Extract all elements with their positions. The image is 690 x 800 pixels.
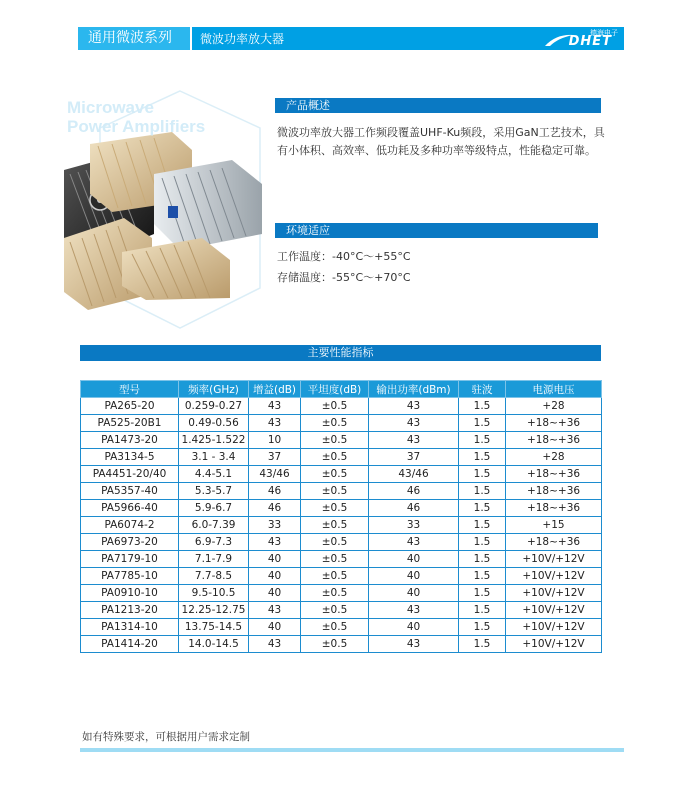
- table-row: [81, 517, 602, 534]
- table-cell: PA5357-40: [81, 483, 179, 500]
- table-cell: +18~+36: [506, 415, 602, 432]
- table-cell: 43: [369, 432, 459, 449]
- table-cell: +18~+36: [506, 466, 602, 483]
- table-cell: ±0.5: [301, 432, 369, 449]
- table-cell: ±0.5: [301, 602, 369, 619]
- table-cell: ±0.5: [301, 483, 369, 500]
- table-cell: 46: [369, 500, 459, 517]
- table-cell: PA0910-10: [81, 585, 179, 602]
- table-cell: ±0.5: [301, 398, 369, 415]
- table-row: [81, 449, 602, 466]
- table-header-row: [81, 381, 602, 398]
- table-cell: 14.0-14.5: [179, 636, 249, 653]
- table-cell: 7.7-8.5: [179, 568, 249, 585]
- table-cell: 43: [249, 534, 301, 551]
- table-cell: 1.5: [459, 449, 506, 466]
- table-cell: +10V/+12V: [506, 602, 602, 619]
- hero-title-line2: Power Amplifiers: [67, 117, 206, 136]
- table-cell: ±0.5: [301, 568, 369, 585]
- hero-title-line1: Microwave: [67, 98, 154, 117]
- table-cell: +10V/+12V: [506, 568, 602, 585]
- table-row: [81, 619, 602, 636]
- table-cell: 46: [369, 483, 459, 500]
- hero-title: [67, 98, 205, 136]
- table-cell: 6.9-7.3: [179, 534, 249, 551]
- table-cell: ±0.5: [301, 636, 369, 653]
- table-cell: 5.9-6.7: [179, 500, 249, 517]
- table-cell: 43: [249, 415, 301, 432]
- table-row: [81, 398, 602, 415]
- table-cell: 37: [369, 449, 459, 466]
- table-cell: 1.425-1.522: [179, 432, 249, 449]
- table-cell: 43: [369, 602, 459, 619]
- footer-note: 如有特殊要求，可根据用户需求定制: [82, 731, 250, 743]
- table-cell: PA1314-10: [81, 619, 179, 636]
- company-logo: [542, 29, 618, 49]
- table-cell: PA5966-40: [81, 500, 179, 517]
- spec-table-title: 主要性能指标: [80, 345, 601, 361]
- table-cell: +10V/+12V: [506, 551, 602, 568]
- table-cell: 1.5: [459, 432, 506, 449]
- table-row: [81, 466, 602, 483]
- table-row: [81, 432, 602, 449]
- table-cell: 43/46: [249, 466, 301, 483]
- table-cell: 43: [249, 602, 301, 619]
- table-cell: 0.49-0.56: [179, 415, 249, 432]
- table-cell: PA265-20: [81, 398, 179, 415]
- table-row: [81, 636, 602, 653]
- table-cell: 7.1-7.9: [179, 551, 249, 568]
- table-cell: 0.259-0.27: [179, 398, 249, 415]
- table-cell: 10: [249, 432, 301, 449]
- table-cell: 40: [369, 551, 459, 568]
- table-cell: 40: [249, 619, 301, 636]
- table-row: [81, 483, 602, 500]
- table-cell: PA4451-20/40: [81, 466, 179, 483]
- column-header: 型号: [81, 381, 179, 398]
- table-cell: 43: [369, 415, 459, 432]
- table-cell: PA1473-20: [81, 432, 179, 449]
- table-row: [81, 551, 602, 568]
- table-cell: 1.5: [459, 466, 506, 483]
- storage-temperature: 存储温度：-55°C～+70°C: [277, 271, 411, 284]
- series-title: 通用微波系列: [78, 27, 190, 50]
- table-cell: 43: [249, 636, 301, 653]
- table-cell: 1.5: [459, 551, 506, 568]
- product-hero-image: [62, 88, 272, 338]
- table-cell: 3.1 - 3.4: [179, 449, 249, 466]
- table-cell: ±0.5: [301, 517, 369, 534]
- section-title-environment: 环境适应: [275, 223, 598, 238]
- table-cell: PA1213-20: [81, 602, 179, 619]
- table-cell: 43: [369, 636, 459, 653]
- table-cell: 43: [249, 398, 301, 415]
- table-cell: ±0.5: [301, 551, 369, 568]
- table-cell: ±0.5: [301, 466, 369, 483]
- table-cell: 5.3-5.7: [179, 483, 249, 500]
- table-row: [81, 534, 602, 551]
- table-cell: 1.5: [459, 568, 506, 585]
- table-cell: +18~+36: [506, 432, 602, 449]
- table-cell: 1.5: [459, 500, 506, 517]
- table-cell: 40: [369, 619, 459, 636]
- page-subtitle: 微波功率放大器: [200, 32, 285, 46]
- table-cell: 43/46: [369, 466, 459, 483]
- table-cell: 40: [249, 551, 301, 568]
- table-cell: PA1414-20: [81, 636, 179, 653]
- table-cell: 46: [249, 500, 301, 517]
- table-row: [81, 602, 602, 619]
- column-header: 频率(GHz): [179, 381, 249, 398]
- table-cell: 1.5: [459, 415, 506, 432]
- footer-bar: [80, 748, 624, 752]
- table-cell: +18~+36: [506, 500, 602, 517]
- table-cell: ±0.5: [301, 534, 369, 551]
- spec-table: [80, 380, 602, 653]
- header-divider: [190, 27, 192, 50]
- table-cell: ±0.5: [301, 619, 369, 636]
- table-cell: 1.5: [459, 517, 506, 534]
- table-cell: +18~+36: [506, 483, 602, 500]
- table-cell: ±0.5: [301, 585, 369, 602]
- table-row: [81, 500, 602, 517]
- section-title-overview: 产品概述: [275, 98, 601, 113]
- table-cell: 12.25-12.75: [179, 602, 249, 619]
- table-cell: PA3134-5: [81, 449, 179, 466]
- table-cell: PA7785-10: [81, 568, 179, 585]
- table-cell: 33: [369, 517, 459, 534]
- header-bar: [78, 27, 624, 50]
- table-cell: 1.5: [459, 585, 506, 602]
- column-header: 输出功率(dBm): [369, 381, 459, 398]
- table-cell: ±0.5: [301, 500, 369, 517]
- table-row: [81, 568, 602, 585]
- operating-temperature: 工作温度：-40°C～+55°C: [277, 250, 411, 263]
- table-cell: 1.5: [459, 398, 506, 415]
- table-cell: +10V/+12V: [506, 619, 602, 636]
- table-cell: 6.0-7.39: [179, 517, 249, 534]
- table-row: [81, 585, 602, 602]
- table-cell: 40: [369, 568, 459, 585]
- table-cell: 1.5: [459, 602, 506, 619]
- overview-paragraph: 微波功率放大器工作频段覆盖UHF-Ku频段，采用GaN工艺技术，具有小体积、高效率、低功耗及多种功率等级特点，性能稳定可靠。: [277, 126, 605, 157]
- table-cell: 13.75-14.5: [179, 619, 249, 636]
- table-cell: +28: [506, 398, 602, 415]
- column-header: 驻波: [459, 381, 506, 398]
- table-cell: PA7179-10: [81, 551, 179, 568]
- column-header: 电源电压: [506, 381, 602, 398]
- table-cell: 33: [249, 517, 301, 534]
- column-header: 增益(dB): [249, 381, 301, 398]
- table-row: [81, 415, 602, 432]
- table-cell: 43: [369, 398, 459, 415]
- table-cell: 43: [369, 534, 459, 551]
- table-cell: +15: [506, 517, 602, 534]
- table-cell: +18~+36: [506, 534, 602, 551]
- table-cell: PA6973-20: [81, 534, 179, 551]
- table-cell: PA6074-2: [81, 517, 179, 534]
- table-cell: +10V/+12V: [506, 585, 602, 602]
- table-cell: 40: [249, 585, 301, 602]
- table-cell: 1.5: [459, 636, 506, 653]
- table-cell: 4.4-5.1: [179, 466, 249, 483]
- table-cell: 1.5: [459, 483, 506, 500]
- table-cell: 1.5: [459, 619, 506, 636]
- logo-en-text: DHET: [568, 34, 612, 49]
- table-cell: +28: [506, 449, 602, 466]
- table-cell: 1.5: [459, 534, 506, 551]
- table-cell: 37: [249, 449, 301, 466]
- table-cell: ±0.5: [301, 415, 369, 432]
- table-cell: 40: [369, 585, 459, 602]
- table-cell: 46: [249, 483, 301, 500]
- table-cell: 40: [249, 568, 301, 585]
- logo-cn-text: 德海电子: [590, 29, 618, 37]
- column-header: 平坦度(dB): [301, 381, 369, 398]
- table-cell: PA525-20B1: [81, 415, 179, 432]
- table-cell: +10V/+12V: [506, 636, 602, 653]
- table-cell: 9.5-10.5: [179, 585, 249, 602]
- table-body: [81, 398, 602, 653]
- table-cell: ±0.5: [301, 449, 369, 466]
